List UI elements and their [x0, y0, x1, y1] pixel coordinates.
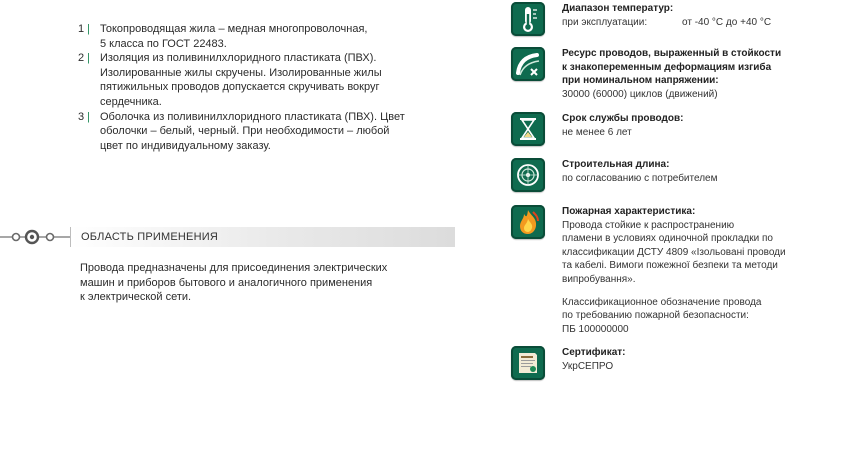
spec-title: Пожарная характеристика:	[562, 206, 696, 217]
item-text-line: оболочки – белый, черный. При необходимости – любой	[100, 125, 390, 138]
item-text-line: цвет по индивидуальному заказу.	[100, 139, 271, 152]
item-separator: |	[87, 23, 90, 35]
spec-value: Провода стойкие к распространению	[562, 219, 735, 231]
item-number: 2	[78, 52, 85, 65]
spec-title: Строительная длина:	[562, 159, 670, 170]
application-line: машин и приборов бытового и аналогичного применения	[80, 276, 373, 289]
application-line: к электрической сети.	[80, 291, 192, 304]
spec-value: 30000 (60000) циклов (движений)	[562, 88, 718, 100]
item-text-line: Оболочка из поливинилхлоридного пластиката (ПВХ). Цвет	[100, 110, 405, 123]
spec-title: Срок службы проводов:	[562, 113, 684, 124]
hourglass-icon	[511, 112, 545, 146]
spec-title: Ресурс проводов, выраженный в стойкости	[562, 48, 782, 59]
construction-item	[78, 110, 458, 154]
item-number: 3	[78, 110, 85, 123]
spec-value: не менее 6 лет	[562, 126, 632, 138]
spec-title: к знакопеременным деформациям изгиба	[562, 61, 772, 73]
spec-value: ПБ 100000000	[562, 323, 629, 335]
section-header	[70, 227, 455, 247]
section-title: ОБЛАСТЬ ПРИМЕНЕНИЯ	[81, 231, 218, 243]
item-text-line: Токопроводящая жила – медная многопроволочная,	[100, 23, 368, 35]
cable-drum-icon	[511, 158, 545, 192]
spec-title: при номинальном напряжении:	[562, 75, 719, 87]
thermometer-icon	[511, 2, 545, 36]
spec-value: по требованию пожарной безопасности:	[562, 310, 749, 322]
spec-title: Диапазон температур:	[562, 3, 674, 14]
construction-item	[78, 22, 458, 51]
item-separator: |	[87, 110, 90, 123]
item-text-line: Изоляция из поливинилхлоридного пластиката (ПВХ).	[100, 52, 377, 65]
item-number: 1	[78, 23, 85, 35]
spec-value: випробування».	[562, 273, 636, 285]
spec-title: Сертификат:	[562, 347, 626, 358]
temp-label: при эксплуатации:	[562, 16, 648, 28]
item-text-line: пятижильных проводов допускается скручивать вокруг	[100, 81, 380, 94]
item-text-line: Изолированные жилы скручены. Изолированные жилы	[100, 66, 382, 79]
construction-list	[78, 22, 458, 153]
spec-value: та кабелі. Вимоги пожежної безпеки та методи	[562, 260, 778, 272]
spec-value: классификации ДСТУ 4809 «Ізольовані проводи	[562, 246, 786, 258]
construction-item	[78, 51, 458, 109]
temp-value: от -40 °С до +40 °С	[682, 16, 772, 28]
spec-value: по согласованию с потребителем	[562, 172, 718, 184]
item-text-line: сердечника.	[100, 95, 162, 108]
application-text	[80, 261, 440, 305]
application-line: Провода предназначены для присоединения электрических	[80, 262, 388, 274]
certificate-icon	[511, 346, 545, 380]
spec-value: УкрСЕПРО	[562, 360, 614, 372]
fire-icon	[511, 205, 545, 239]
item-text-line: 5 класса по ГОСТ 22483.	[100, 37, 227, 50]
spec-value: Классификационное обозначение провода	[562, 296, 762, 308]
item-separator: |	[87, 52, 90, 65]
bending-cable-icon	[511, 47, 545, 81]
spec-value: пламени в условиях одиночной прокладки по	[562, 233, 773, 245]
section-connector-icon	[0, 226, 70, 248]
